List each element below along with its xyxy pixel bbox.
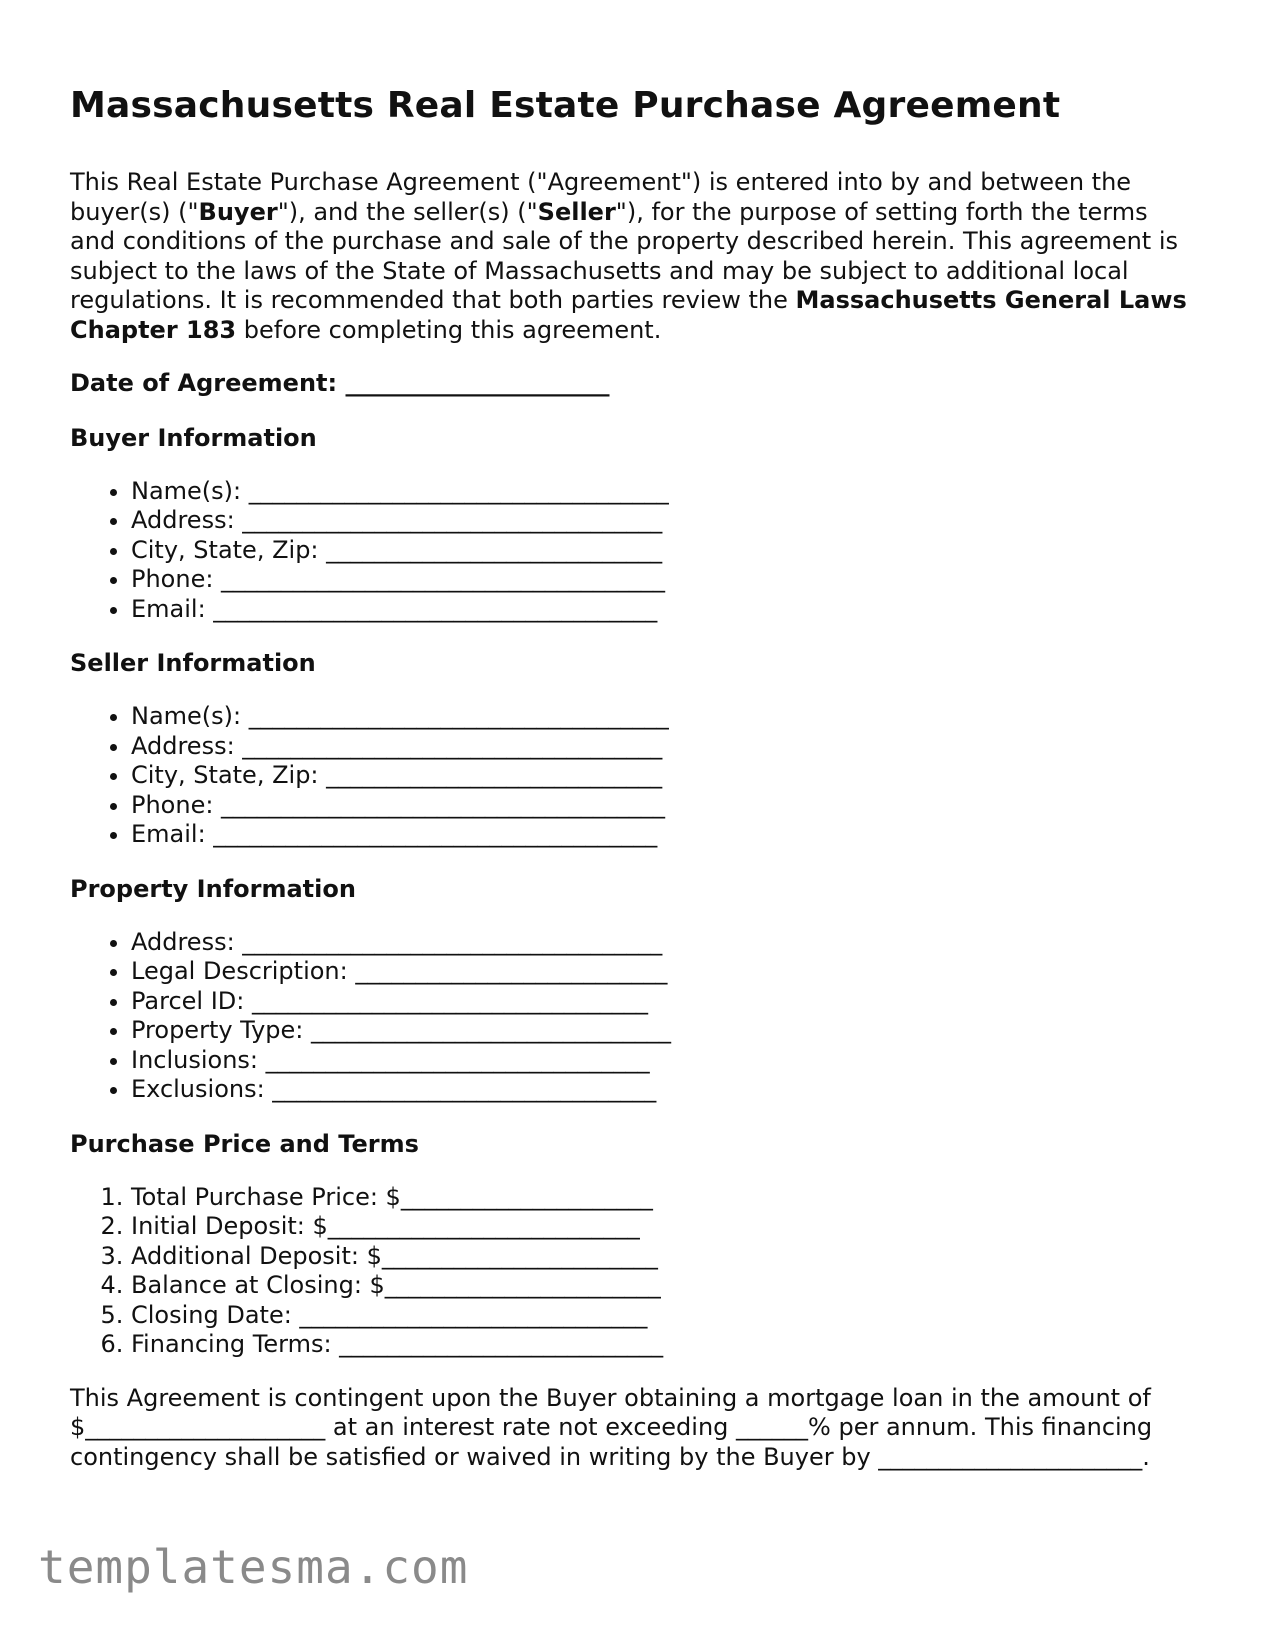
property-legal-description-field: • Legal Description: __________________________ <box>131 957 1200 987</box>
seller-phone-field: • Phone: _____________________________________ <box>131 791 1200 821</box>
property-parcel-id-field: • Parcel ID: _________________________________ <box>131 987 1200 1017</box>
property-address-field: • Address: ___________________________________ <box>131 928 1200 958</box>
buyer-email-field: • Email: _____________________________________ <box>131 595 1200 625</box>
closing-date-field: 5. Closing Date: _____________________________ <box>131 1301 1200 1331</box>
intro-paragraph <box>70 168 1200 345</box>
document-title: Massachusetts Real Estate Purchase Agreement <box>70 85 1061 126</box>
property-exclusions-field: • Exclusions: ________________________________ <box>131 1075 1200 1105</box>
property-inclusions-field: • Inclusions: ________________________________ <box>131 1046 1200 1076</box>
property-list <box>70 928 1200 1105</box>
intro-text-1: This Real Estate Purchase Agreement ("Agreement") is entered into by and between the buyer(s) (" <box>70 168 1132 226</box>
additional-deposit-field: 3. Additional Deposit: $_______________________ <box>131 1242 1200 1272</box>
seller-email-field: • Email: _____________________________________ <box>131 820 1200 850</box>
intro-text-4: before completing this agreement. <box>236 315 662 344</box>
intro-bold-buyer: Buyer <box>198 197 278 226</box>
property-type-field: • Property Type: ______________________________ <box>131 1016 1200 1046</box>
financing-contingency-paragraph: This Agreement is contingent upon the Buyer obtaining a mortgage loan in the amount of $____________________ at an interest rate not exceeding ______% per annum. This financing contingency shall be satisfied or waived in writing by the Buyer by ______________________. <box>70 1383 1153 1471</box>
date-of-agreement-line: Date of Agreement: ______________________ <box>70 369 610 397</box>
initial-deposit-field: 2. Initial Deposit: $__________________________ <box>131 1212 1200 1242</box>
buyer-name-field: • Name(s): ___________________________________ <box>131 477 1200 507</box>
buyer-phone-field: • Phone: _____________________________________ <box>131 565 1200 595</box>
seller-heading: Seller Information <box>70 649 316 677</box>
document-page <box>70 84 1200 1472</box>
buyer-heading: Buyer Information <box>70 423 317 452</box>
property-heading: Property Information <box>70 874 356 903</box>
financing-terms-field: 6. Financing Terms: ___________________________ <box>131 1330 1200 1360</box>
intro-text-2: "), and the seller(s) (" <box>277 197 538 226</box>
buyer-address-field: • Address: ___________________________________ <box>131 506 1200 536</box>
seller-address-field: • Address: ___________________________________ <box>131 732 1200 762</box>
total-purchase-price-field: 1. Total Purchase Price: $_____________________ <box>131 1183 1200 1213</box>
purchase-terms-list <box>70 1183 1200 1360</box>
buyer-list <box>70 477 1200 625</box>
watermark: templatesma.com <box>38 1540 469 1594</box>
seller-list <box>70 702 1200 850</box>
intro-bold-seller: Seller <box>537 197 616 226</box>
purchase-heading: Purchase Price and Terms <box>70 1129 419 1158</box>
intro-text-3: "), for the purpose of setting forth the terms and conditions of the purchase and sale of the property described herein. This agreement is subject to the laws of the State of Massachusetts and may be subject to additional local regulations. It is recommended that both parties review the <box>70 197 1179 314</box>
intro-bold-law: Massachusetts General Laws Chapter 183 <box>70 286 1187 344</box>
seller-name-field: • Name(s): ___________________________________ <box>131 702 1200 732</box>
seller-city-state-zip-field: • City, State, Zip: ____________________________ <box>131 761 1200 791</box>
buyer-city-state-zip-field: • City, State, Zip: ____________________________ <box>131 536 1200 566</box>
balance-at-closing-field: 4. Balance at Closing: $_______________________ <box>131 1271 1200 1301</box>
